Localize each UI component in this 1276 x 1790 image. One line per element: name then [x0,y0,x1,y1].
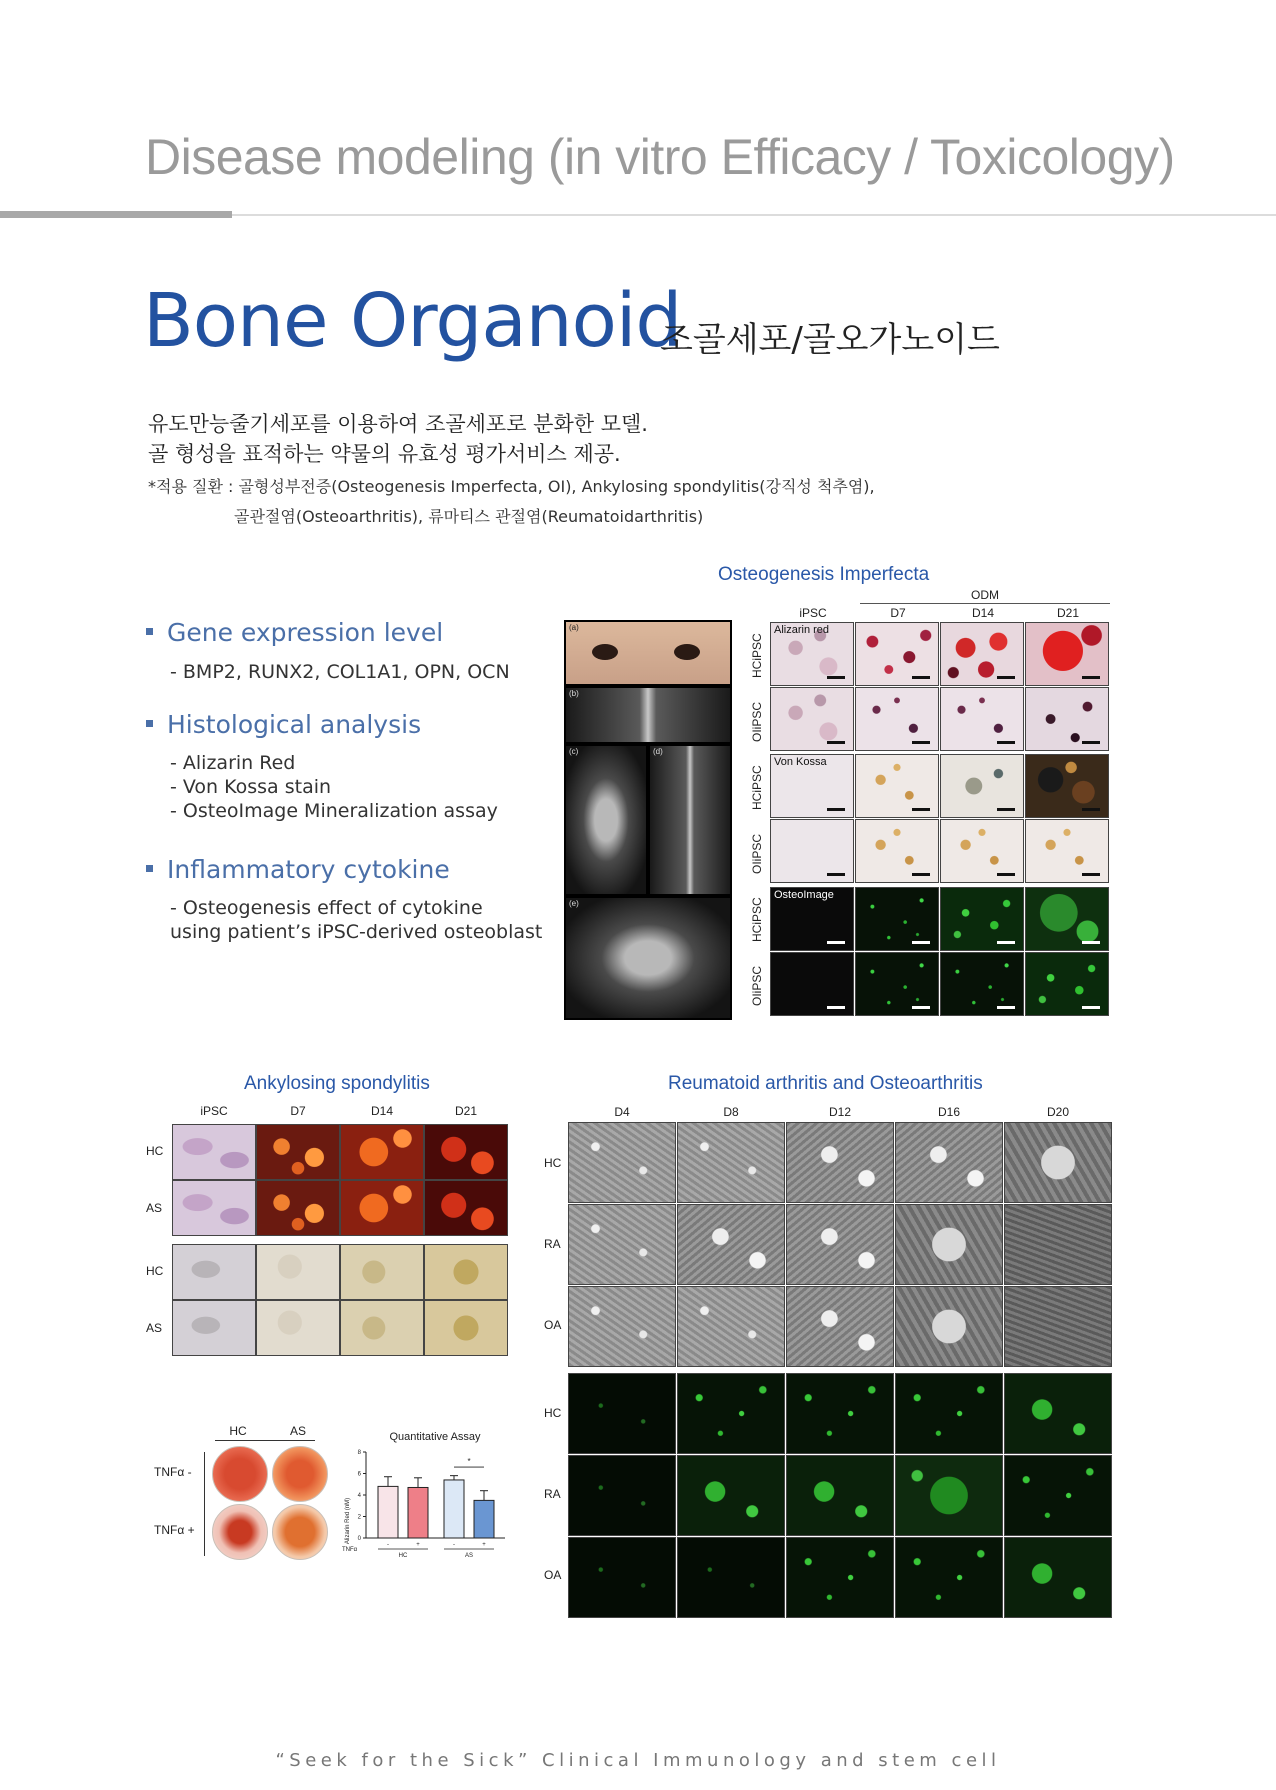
ra-row-label: HC [544,1156,562,1170]
ra-tile-image [895,1455,1003,1536]
chart-y-tick-label: 2 [357,1514,361,1521]
as-tile-image [256,1244,340,1300]
ra-tile-image [786,1455,894,1536]
chart-tnf-label: TNFα [342,1547,358,1553]
ra-row-label: RA [544,1237,561,1251]
oi-group-bracket [860,603,1110,604]
ra-tile-image [568,1122,676,1203]
as-tile-image [256,1124,340,1180]
ra-tile-image [1004,1204,1112,1285]
ra-row-label: RA [544,1487,561,1501]
oi-group-label: ODM [971,588,999,602]
oi-row-label: HCiPSC [750,633,764,678]
oi-tile-image [940,819,1024,883]
oi-tile-image: Von Kossa [770,754,854,818]
as-tile-image [340,1300,424,1356]
quantitative-assay-chart [340,1426,520,1566]
oi-tile-image [1025,952,1109,1016]
ra-col-label: D12 [828,1105,851,1119]
description-line-1: 유도만능줄기세포를 이용하여 조골세포로 분화한 모델. [148,412,648,436]
as-tile-image [424,1300,508,1356]
ra-tile-image [786,1537,894,1618]
dish-row-label: TNFα + [154,1523,195,1537]
dish-bracket [204,1452,205,1556]
oi-tile-image [940,622,1024,686]
ra-col-label: D4 [614,1105,630,1119]
ra-col-label: D16 [937,1105,960,1119]
oi-tile-image [1025,887,1109,951]
page-title: Bone Organoid [143,278,682,364]
oi-panel-title: Osteogenesis Imperfecta [718,564,930,585]
oi-tile-image [940,687,1024,751]
as-tile-image [172,1180,256,1236]
ra-tile-image [1004,1537,1112,1618]
as-col-label: D7 [290,1104,306,1118]
as-col-label: D21 [454,1104,477,1118]
ra-row-label: OA [544,1568,562,1582]
chart-y-tick-label: 6 [357,1471,361,1478]
xray-knee-image: (e) [566,898,730,1018]
dish-row-label: TNFα - [154,1465,192,1479]
note-line-1: *적용 질환 : 골형성부전증(Osteogenesis Imperfecta, OI), Ankylosing spondylitis(강직성 척추염), [148,477,875,496]
ra-tile-image [677,1373,785,1454]
feature-item: using patient’s iPSC-derived osteoblast [170,921,543,943]
feature-item: - BMP2, RUNX2, COL1A1, OPN, OCN [170,661,510,683]
note-line-2: 골관절염(Osteoarthritis), 류마티스 관절염(Reumatoidarthritis) [234,507,704,526]
ra-tile-image [1004,1122,1112,1203]
ra-tile-image [1004,1373,1112,1454]
footer-slogan: “Seek for the Sick” Clinical Immunology and stem cell [275,1750,1001,1771]
chart-y-tick-label: 0 [357,1536,361,1542]
ra-tile-image [568,1204,676,1285]
feature-heading-cytokine: Inflammatory cytokine [146,855,450,884]
ra-tile-image [568,1537,676,1618]
as-tile-image [340,1124,424,1180]
oi-tile-image [770,952,854,1016]
feature-heading-gene: Gene expression level [146,618,443,647]
oi-tile-image [1025,622,1109,686]
ra-tile-image [786,1286,894,1367]
ra-tile-image [895,1373,1003,1454]
feature-item: - Von Kossa stain [170,776,332,798]
as-tile-image [424,1244,508,1300]
as-tile-image [340,1244,424,1300]
chart-tnf-sign: - [453,1542,455,1548]
chart-y-tick-label: 8 [357,1450,361,1456]
xray-femur-image: (b) [566,688,730,742]
as-tile-image [256,1180,340,1236]
oi-tile-image [940,754,1024,818]
description-line-2: 골 형성을 표적하는 약물의 유효성 평가서비스 제공. [148,442,621,466]
chart-group-label: AS [464,1553,474,1559]
oi-row-label: HCiPSC [750,765,764,810]
as-tile-image [256,1300,340,1356]
chart-tnf-sign: + [482,1542,486,1548]
ra-tile-image [1004,1455,1112,1536]
ra-tile-image [786,1122,894,1203]
ra-panel-title: Reumatoid arthritis and Osteoarthritis [668,1073,983,1094]
ra-tile-image [895,1122,1003,1203]
oi-tile-image [855,952,939,1016]
culture-dish-image [212,1446,268,1502]
ra-col-label: D8 [723,1105,739,1119]
ra-col-label: D20 [1046,1105,1069,1119]
dish-col-label: AS [289,1424,306,1438]
dish-bracket [215,1440,315,1441]
oi-col-label: D14 [971,606,994,620]
ra-tile-image [677,1455,785,1536]
chart-bar [474,1500,494,1538]
ra-tile-image [568,1286,676,1367]
bullet-icon [146,628,153,635]
ra-tile-image [895,1204,1003,1285]
xray-spine-image: (d) [650,746,730,894]
patient-eye-photo: (a) [566,622,730,684]
oi-row-label: OIiPSC [750,701,764,742]
ra-tile-image [786,1373,894,1454]
oi-tile-image [770,687,854,751]
as-tile-image [424,1180,508,1236]
feature-item: - Alizarin Red [170,752,296,774]
as-row-label: AS [146,1201,163,1215]
as-tile-image [172,1300,256,1356]
oi-tile-image [770,819,854,883]
ra-tile-image [677,1286,785,1367]
oi-tile-image [1025,754,1109,818]
as-col-label: D14 [370,1104,393,1118]
ra-tile-image [568,1373,676,1454]
ra-tile-image [786,1204,894,1285]
xray-wrist-image: (c) [566,746,646,894]
oi-tile-image [855,622,939,686]
oi-tile-image: OsteoImage [770,887,854,951]
oi-tile-image [1025,819,1109,883]
feature-heading-histology: Histological analysis [146,710,421,739]
section-title: Disease modeling (in vitro Efficacy / Toxicology) [145,129,1175,185]
oi-tile-image [1025,687,1109,751]
oi-col-label: D21 [1056,606,1079,620]
oi-tile-image: Alizarin red [770,622,854,686]
ra-row-label: HC [544,1406,562,1420]
as-col-label: iPSC [200,1104,228,1118]
as-tile-image [424,1124,508,1180]
ra-tile-image [677,1537,785,1618]
as-row-label: AS [146,1321,163,1335]
ra-tile-image [895,1286,1003,1367]
oi-tile-image [855,687,939,751]
as-tile-image [172,1244,256,1300]
as-tile-image [172,1124,256,1180]
feature-item: - OsteoImage Mineralization assay [170,800,498,822]
page-subtitle: 조골세포/골오가노이드 [660,320,1000,360]
chart-tnf-sign: - [387,1542,389,1548]
as-row-label: HC [146,1144,164,1158]
culture-dish-image [212,1504,268,1560]
oi-tile-image [855,754,939,818]
oi-tile-image [855,887,939,951]
dish-col-label: HC [229,1424,247,1438]
bullet-icon [146,865,153,872]
chart-title: Quantitative Assay [389,1431,481,1443]
ra-tile-image [1004,1286,1112,1367]
as-tile-image [340,1180,424,1236]
oi-row-label: HCiPSC [750,897,764,942]
xray-image-panel [564,620,732,1020]
oi-row-label: OIiPSC [750,833,764,874]
chart-significance-marker: * [467,1457,471,1467]
ra-row-label: OA [544,1318,562,1332]
oi-col-label: D7 [890,606,906,620]
header-divider-accent [0,211,232,218]
bar-chart-svg [340,1426,520,1566]
oi-row-label: OIiPSC [750,965,764,1006]
chart-y-tick-label: 4 [357,1493,361,1499]
chart-bar [378,1486,398,1538]
ra-tile-image [677,1122,785,1203]
oi-col-label: iPSC [799,606,827,620]
as-row-label: HC [146,1264,164,1278]
feature-item: - Osteogenesis effect of cytokine [170,897,483,919]
culture-dish-image [272,1446,328,1502]
oi-tile-image [940,952,1024,1016]
oi-tile-image [940,887,1024,951]
culture-dish-image [272,1504,328,1560]
chart-bar [444,1480,464,1538]
chart-group-label: HC [398,1553,408,1559]
bullet-icon [146,720,153,727]
chart-bar [408,1487,428,1538]
ra-tile-image [895,1537,1003,1618]
ra-tile-image [677,1204,785,1285]
chart-ylabel: Alizarin Red (nM) [345,1497,351,1545]
chart-tnf-sign: + [416,1542,420,1548]
oi-tile-image [855,819,939,883]
ra-tile-image [568,1455,676,1536]
as-panel-title: Ankylosing spondylitis [244,1073,430,1094]
